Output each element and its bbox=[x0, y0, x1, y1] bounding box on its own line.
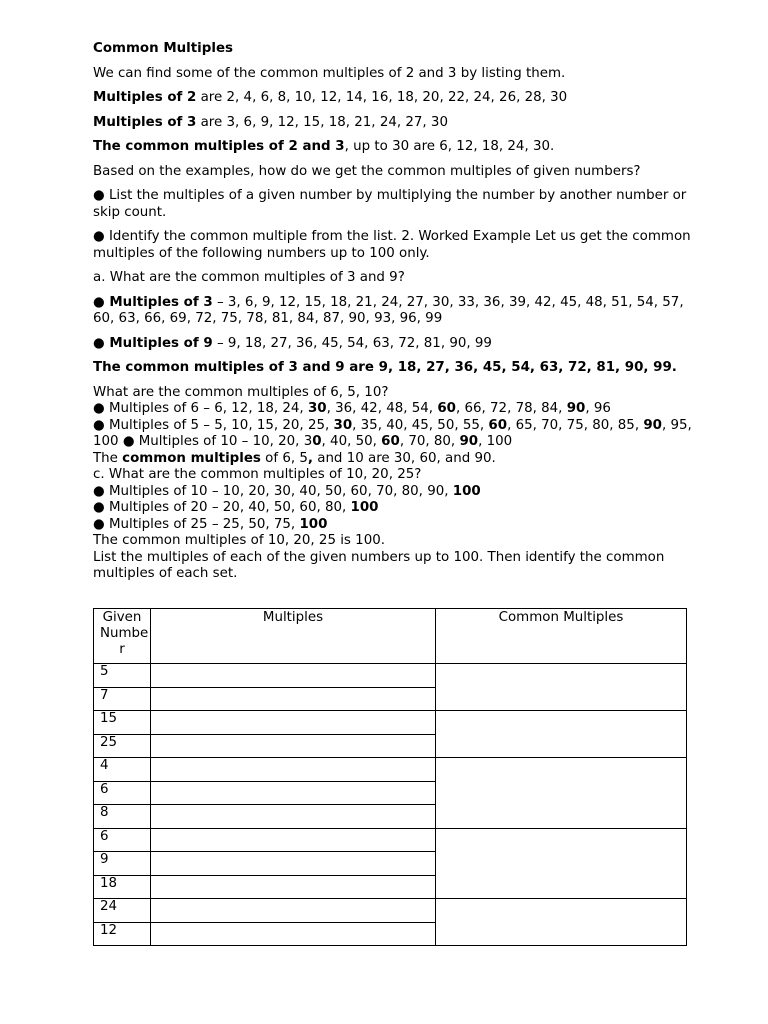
multiples-cell[interactable] bbox=[151, 711, 436, 735]
a-multiples-of-9 bbox=[93, 336, 693, 353]
label: ● Multiples of 9 bbox=[93, 335, 213, 351]
multiples-cell[interactable] bbox=[151, 828, 436, 852]
b-multiples-of-6 bbox=[93, 401, 693, 418]
t: ● Multiples of 10 – 10, 20, 30, 40, 50, 60, 70, 80, 90, bbox=[93, 483, 453, 499]
b: 60 bbox=[437, 401, 456, 416]
t: , 96 bbox=[585, 401, 611, 416]
header-given-number: Given Numbe r bbox=[94, 609, 151, 664]
given-number: 15 bbox=[94, 711, 151, 735]
question-a: a. What are the common multiples of 3 and 9? bbox=[93, 270, 405, 285]
text: , up to 30 are 6, 12, 18, 24, 30. bbox=[344, 139, 555, 154]
t: The bbox=[93, 450, 123, 466]
label: Multiples of 3 bbox=[93, 114, 197, 130]
given-number: 25 bbox=[94, 734, 151, 758]
c-multiples-of-25 bbox=[93, 517, 693, 534]
multiples-cell[interactable] bbox=[151, 734, 436, 758]
label: Multiples of 2 bbox=[93, 90, 197, 105]
b: 90 bbox=[643, 417, 662, 433]
worksheet-body bbox=[93, 41, 693, 583]
text: are 3, 6, 9, 12, 15, 18, 21, 24, 27, 30 bbox=[196, 114, 448, 130]
question-text: Based on the examples, how do we get the common multiples of given numbers? bbox=[93, 163, 641, 179]
table-row bbox=[94, 899, 687, 923]
b: 60 bbox=[381, 434, 400, 449]
t: , 36, 42, 48, 54, bbox=[326, 401, 438, 416]
c-multiples-of-20 bbox=[93, 500, 693, 517]
t: ● Multiples of 5 – 5, 10, 15, 20, 25, bbox=[93, 417, 334, 433]
multiples-cell[interactable] bbox=[151, 852, 436, 876]
common-multiples-cell[interactable] bbox=[436, 899, 687, 946]
t: , 95, 100 ● Multiples of 10 – 10, 20, 3 bbox=[93, 417, 692, 449]
header-multiples: Multiples bbox=[151, 609, 436, 664]
given-number: 12 bbox=[94, 922, 151, 946]
multiples-cell[interactable] bbox=[151, 687, 436, 711]
given-number: 4 bbox=[94, 758, 151, 782]
common-multiples-cell[interactable] bbox=[436, 664, 687, 711]
worksheet-table bbox=[93, 608, 687, 946]
b: 100 bbox=[350, 500, 379, 515]
label: The common multiples of 2 and 3 bbox=[93, 139, 345, 154]
t: , 100 bbox=[478, 434, 513, 449]
multiples-cell[interactable] bbox=[151, 758, 436, 782]
t: of 6, 5 bbox=[260, 450, 308, 466]
common-multiples-cell[interactable] bbox=[436, 711, 687, 758]
t: , 70, 80, bbox=[399, 434, 460, 449]
text: – 9, 18, 27, 36, 45, 54, 63, 72, 81, 90, 99 bbox=[212, 335, 492, 351]
multiples-of-2-line bbox=[93, 90, 693, 107]
t: , 65, 70, 75, 80, 85, bbox=[507, 417, 644, 433]
t: ● Multiples of 6 – 6, 12, 18, 24, bbox=[93, 401, 308, 416]
table-header-row bbox=[94, 609, 687, 664]
text: are 2, 4, 6, 8, 10, 12, 14, 16, 18, 20, 22, 24, 26, 28, 30 bbox=[196, 90, 568, 105]
common-2-3-line bbox=[93, 139, 693, 156]
given-number: 8 bbox=[94, 805, 151, 829]
given-number: 6 bbox=[94, 781, 151, 805]
table-row bbox=[94, 828, 687, 852]
given-number: 24 bbox=[94, 899, 151, 923]
common-multiples-cell[interactable] bbox=[436, 758, 687, 829]
question-c: c. What are the common multiples of 10, 20, 25? bbox=[93, 467, 422, 482]
b: 30 bbox=[307, 401, 327, 416]
bullet-list-multiples: ● List the multiples of a given number by multiplying the number by another number or skip count. bbox=[93, 188, 687, 220]
b: common multiples bbox=[122, 450, 261, 466]
table-row bbox=[94, 664, 687, 688]
header-common-multiples: Common Multiples bbox=[436, 609, 687, 664]
multiples-of-3-line bbox=[93, 115, 693, 132]
b: 90 bbox=[459, 434, 479, 449]
multiples-cell[interactable] bbox=[151, 664, 436, 688]
t: , 40, 50, bbox=[321, 434, 382, 449]
given-number: 9 bbox=[94, 852, 151, 876]
table-row bbox=[94, 758, 687, 782]
given-number: 7 bbox=[94, 687, 151, 711]
question-b: What are the common multiples of 6, 5, 10? bbox=[93, 384, 389, 400]
bullet-identify-common: ● Identify the common multiple from the list. 2. Worked Example Let us get the common multiples of the following numbers up to 100 only. bbox=[93, 229, 691, 261]
multiples-cell[interactable] bbox=[151, 805, 436, 829]
multiples-cell[interactable] bbox=[151, 922, 436, 946]
b: 30 bbox=[333, 417, 353, 433]
common-multiples-cell[interactable] bbox=[436, 828, 687, 899]
multiples-cell[interactable] bbox=[151, 899, 436, 923]
c-answer: The common multiples of 10, 20, 25 is 100. bbox=[93, 533, 385, 548]
answer: The common multiples of 3 and 9 are 9, 18, 27, 36, 45, 54, 63, 72, 81, 90, 99. bbox=[93, 360, 677, 375]
table-row bbox=[94, 711, 687, 735]
t: ● Multiples of 25 – 25, 50, 75, bbox=[93, 516, 300, 532]
multiples-cell[interactable] bbox=[151, 875, 436, 899]
a-multiples-of-3 bbox=[93, 295, 693, 328]
label: ● Multiples of 3 bbox=[93, 294, 213, 310]
c-multiples-of-10 bbox=[93, 484, 693, 501]
b: 0 bbox=[312, 434, 322, 449]
a-answer bbox=[93, 360, 693, 377]
text: – 3, 6, 9, 12, 15, 18, 21, 24, 27, 30, 33, 36, 39, 42, 45, 48, 51, 54, 57, 60, 63, 66, 69, 72, 75, 78, 81, 84, 87, 90, 93, 96, 99 bbox=[93, 294, 684, 326]
b-answer bbox=[93, 451, 693, 468]
b: , bbox=[307, 450, 313, 466]
b-multiples-of-5-and-10 bbox=[93, 418, 693, 451]
b: 60 bbox=[488, 417, 508, 433]
t: , 35, 40, 45, 50, 55, bbox=[352, 417, 489, 433]
given-number: 6 bbox=[94, 828, 151, 852]
t: and 10 are 30, 60, and 90. bbox=[312, 450, 496, 466]
page-title: Common Multiples bbox=[93, 41, 233, 56]
intro-text: We can find some of the common multiples of 2 and 3 by listing them. bbox=[93, 65, 566, 81]
t: ● Multiples of 20 – 20, 40, 50, 60, 80, bbox=[93, 500, 351, 515]
given-number: 5 bbox=[94, 664, 151, 688]
b: 100 bbox=[299, 516, 328, 532]
given-number: 18 bbox=[94, 875, 151, 899]
multiples-cell[interactable] bbox=[151, 781, 436, 805]
instructions-text: List the multiples of each of the given numbers up to 100. Then identify the common multiples of each set. bbox=[93, 549, 665, 581]
b: 100 bbox=[452, 483, 481, 499]
t: , 66, 72, 78, 84, bbox=[455, 401, 567, 416]
b: 90 bbox=[566, 401, 586, 416]
